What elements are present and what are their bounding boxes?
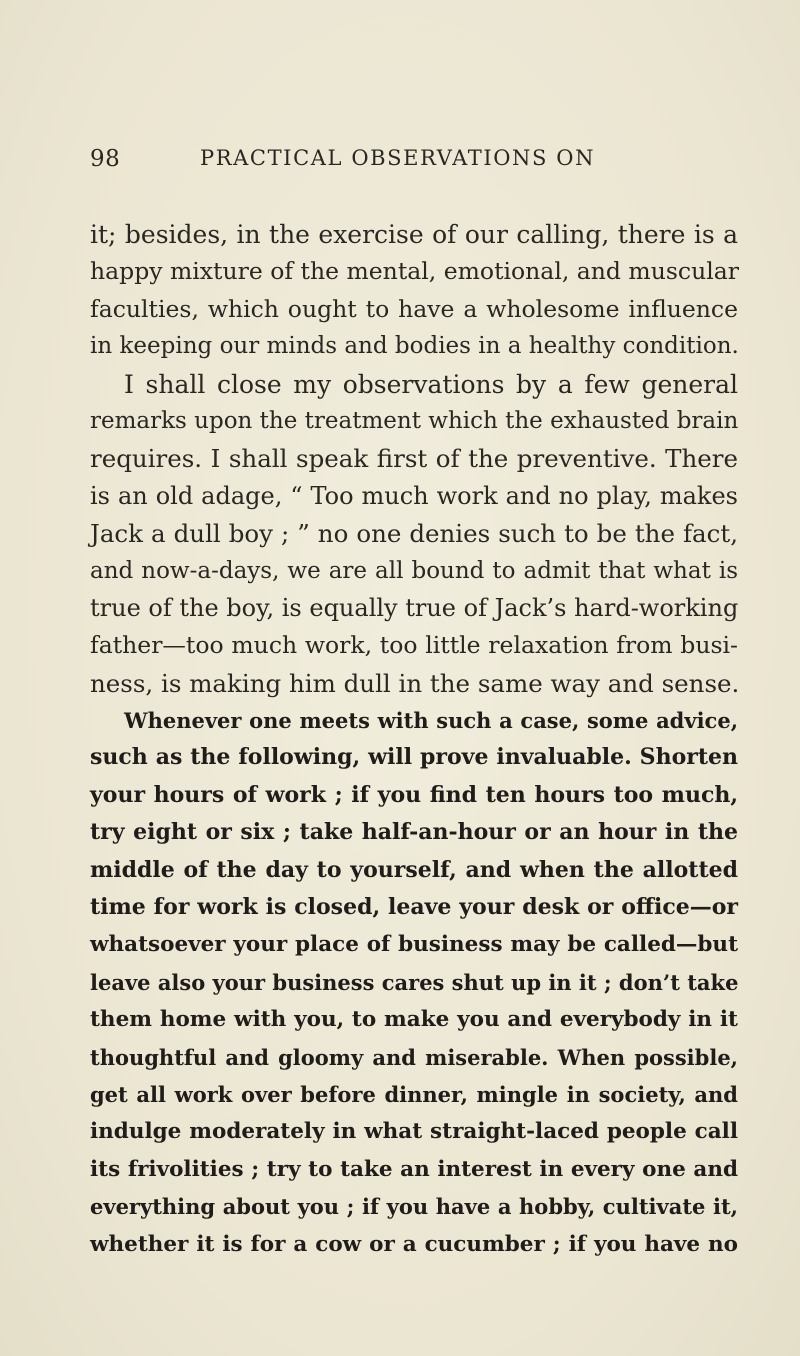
text-line: I shall close my observations by a few general: [124, 369, 738, 399]
page-number: 98: [90, 146, 121, 172]
text-line: requires. I shall speak first of the preventive. There: [90, 444, 738, 474]
text-line: time for work is closed, leave your desk or office—or: [90, 894, 738, 921]
text-line: get all work over before dinner, mingle in society, and: [90, 1081, 738, 1107]
text-line: true of the boy, is equally true of Jack’s hard-working: [90, 593, 739, 622]
text-line: leave also your business cares shut up in it ; don’t take: [90, 969, 739, 995]
text-line: try eight or six ; take half-an-hour or an hour in the: [90, 819, 738, 846]
running-title: PRACTICAL OBSERVATIONS ON: [200, 146, 596, 170]
text-line: father—too much work, too little relaxation from busi-: [90, 631, 738, 660]
text-line: ness, is making him dull in the same way and sense.: [90, 668, 740, 698]
text-line: faculties, which ought to have a wholesome influence: [90, 294, 738, 323]
text-line: its frivolities ; try to take an interest in every one and: [90, 1156, 738, 1182]
body-text: [90, 216, 738, 1263]
text-line: is an old adage, “ Too much work and no play, makes: [90, 481, 738, 510]
text-line: everything about you ; if you have a hobby, cultivate it,: [90, 1194, 738, 1220]
text-line: indulge moderately in what straight-laced people call: [90, 1119, 738, 1145]
text-line: Jack a dull boy ; ” no one denies such to be the fact,: [90, 519, 738, 549]
text-line: and now-a-days, we are all bound to admit that what is: [90, 557, 738, 584]
text-line: whatsoever your place of business may be called—but: [90, 932, 738, 958]
text-line: happy mixture of the mental, emotional, and muscular: [90, 257, 739, 286]
text-line: middle of the day to yourself, and when the allotted: [90, 856, 738, 883]
text-line: Whenever one meets with such a case, some advice,: [124, 708, 738, 734]
text-line: it; besides, in the exercise of our calling, there is a: [90, 220, 738, 249]
running-head: [90, 146, 740, 176]
text-line: thoughtful and gloomy and miserable. When possible,: [90, 1044, 738, 1070]
text-line: them home with you, to make you and everybody in it: [90, 1007, 738, 1033]
text-line: remarks upon the treatment which the exhausted brain: [90, 407, 739, 434]
text-line: whether it is for a cow or a cucumber ; if you have no: [90, 1231, 738, 1257]
text-line: your hours of work ; if you find ten hours too much,: [90, 781, 738, 808]
text-line: in keeping our minds and bodies in a healthy condition.: [90, 333, 739, 360]
text-line: such as the following, will prove invaluable. Shorten: [90, 744, 738, 771]
